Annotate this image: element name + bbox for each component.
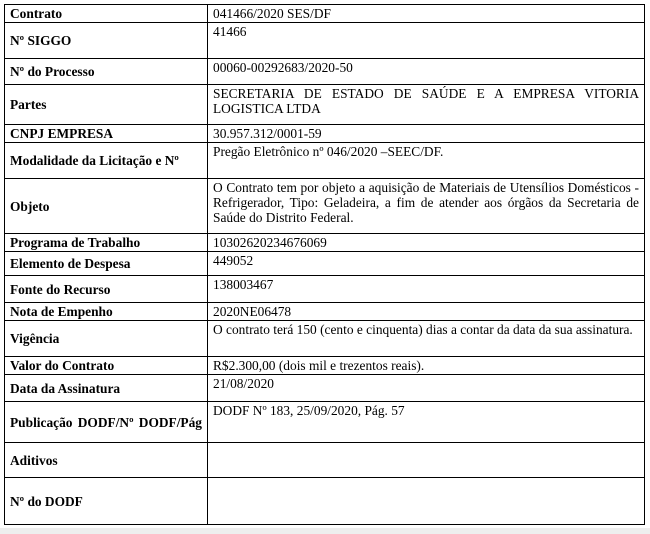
- row-value: 449052: [208, 252, 645, 276]
- row-label: Nota de Empenho: [5, 303, 208, 321]
- row-label: Programa de Trabalho: [5, 234, 208, 252]
- row-label: Nº SIGGO: [5, 23, 208, 59]
- row-value: 30.957.312/0001-59: [208, 125, 645, 143]
- row-value: O Contrato tem por objeto a aquisição de Materiais de Utensílios Domésticos -Refrigerador, Tipo: Geladeira, a fim de atender aos órgãos da Secretaria de Saúde do Distrito Federal.: [208, 179, 645, 234]
- table-row: [5, 478, 645, 525]
- row-label: Partes: [5, 85, 208, 125]
- table-row: [5, 252, 645, 276]
- table-row: [5, 375, 645, 402]
- row-label: Modalidade da Licitação e Nº: [5, 143, 208, 179]
- row-label: Elemento de Despesa: [5, 252, 208, 276]
- row-value: [208, 443, 645, 478]
- row-label: Data da Assinatura: [5, 375, 208, 402]
- row-label: Publicação DODF/Nº DODF/Pág: [5, 402, 208, 443]
- row-label: Nº do DODF: [5, 478, 208, 525]
- row-value: SECRETARIA DE ESTADO DE SAÚDE E A EMPRESA VITORIA LOGISTICA LTDA: [208, 85, 645, 125]
- table-row: [5, 402, 645, 443]
- table-row: [5, 443, 645, 478]
- row-value: DODF Nº 183, 25/09/2020, Pág. 57: [208, 402, 645, 443]
- row-value: 041466/2020 SES/DF: [208, 5, 645, 23]
- contract-summary-table: [4, 4, 645, 525]
- row-value: 10302620234676069: [208, 234, 645, 252]
- row-value: 2020NE06478: [208, 303, 645, 321]
- table-row: [5, 303, 645, 321]
- row-label: Aditivos: [5, 443, 208, 478]
- row-value: 41466: [208, 23, 645, 59]
- table-row: [5, 179, 645, 234]
- row-label: Objeto: [5, 179, 208, 234]
- row-value: [208, 478, 645, 525]
- row-value: 00060-00292683/2020-50: [208, 59, 645, 85]
- row-value: Pregão Eletrônico nº 046/2020 –SEEC/DF.: [208, 143, 645, 179]
- table-row: [5, 5, 645, 23]
- table-row: [5, 125, 645, 143]
- row-label: Contrato: [5, 5, 208, 23]
- row-label: Fonte do Recurso: [5, 276, 208, 303]
- row-value: O contrato terá 150 (cento e cinquenta) dias a contar da data da sua assinatura.: [208, 321, 645, 357]
- row-label: Valor do Contrato: [5, 357, 208, 375]
- table-row: [5, 23, 645, 59]
- table-row: [5, 143, 645, 179]
- table-row: [5, 357, 645, 375]
- row-value: R$2.300,00 (dois mil e trezentos reais).: [208, 357, 645, 375]
- row-value: 21/08/2020: [208, 375, 645, 402]
- row-label: Vigência: [5, 321, 208, 357]
- row-label: CNPJ EMPRESA: [5, 125, 208, 143]
- table-row: [5, 276, 645, 303]
- table-row: [5, 85, 645, 125]
- table-row: [5, 59, 645, 85]
- page-bottom-edge: [0, 528, 650, 534]
- row-label: Nº do Processo: [5, 59, 208, 85]
- table-row: [5, 234, 645, 252]
- table-row: [5, 321, 645, 357]
- row-value: 138003467: [208, 276, 645, 303]
